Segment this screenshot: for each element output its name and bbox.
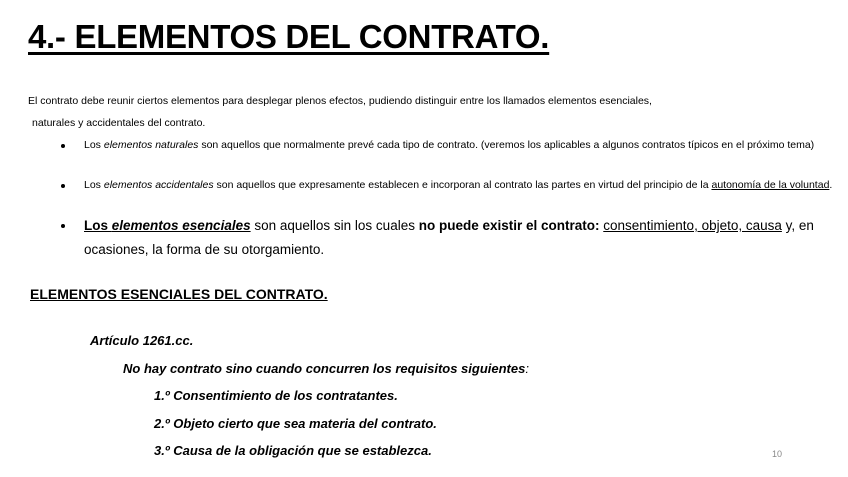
page-number: 10 <box>772 449 783 459</box>
intro-line-2: naturales y accidentales del contrato. <box>32 117 206 129</box>
bullet-colon: : <box>595 218 604 233</box>
bullet-post: . <box>829 179 833 191</box>
article-title: Artículo 1261.cc. <box>90 333 194 348</box>
section-subtitle: ELEMENTOS ESENCIALES DEL CONTRATO. <box>30 286 328 302</box>
bullet-dot-icon <box>61 184 65 188</box>
requirement-item: 2.º Objeto cierto que sea materia del contrato. <box>154 416 437 431</box>
bullet-text: son aquellos que normalmente prevé cada tipo de contrato. (veremos los aplicables a algunos contratos típicos en el próximo tema) <box>198 139 815 151</box>
bullet-text: son aquellos que expresamente establecen e incorporan al contrato las partes en virtud del principio de la <box>213 179 712 191</box>
essential-list: consentimiento, objeto, causa <box>603 218 782 233</box>
article-intro <box>123 361 529 376</box>
bullet-term: elementos naturales <box>103 139 199 151</box>
bullet-term: elementos esenciales <box>111 218 251 233</box>
bullet-bold: no puede existir el contrato <box>418 218 596 233</box>
bullet-pre: Los <box>84 179 104 191</box>
requirement-item: 3.º Causa de la obligación que se establezca. <box>154 443 432 458</box>
bullet-pre: Los <box>84 218 112 233</box>
bullet-post: y, en ocasiones, la forma de su otorgamiento. <box>84 218 814 257</box>
article-intro-colon: : <box>525 361 529 376</box>
requirement-item: 1.º Consentimiento de los contratantes. <box>154 388 398 403</box>
bullet-essential-elements <box>84 214 844 262</box>
autonomy-link: autonomía de la voluntad <box>711 179 830 191</box>
bullet-accidental-elements <box>84 177 844 193</box>
bullet-pre: Los <box>84 139 104 151</box>
intro-line-1: El contrato debe reunir ciertos elementos para desplegar plenos efectos, pudiendo distinguir entre los llamados elementos esenciales, <box>28 95 652 107</box>
bullet-text: son aquellos sin los cuales <box>250 218 419 233</box>
bullet-dot-icon <box>61 224 65 228</box>
article-intro-text: No hay contrato sino cuando concurren los requisitos siguientes <box>123 361 526 376</box>
bullet-dot-icon <box>61 144 65 148</box>
bullet-term: elementos accidentales <box>103 179 214 191</box>
slide-title: 4.- ELEMENTOS DEL CONTRATO. <box>28 18 550 55</box>
bullet-natural-elements <box>84 137 844 153</box>
